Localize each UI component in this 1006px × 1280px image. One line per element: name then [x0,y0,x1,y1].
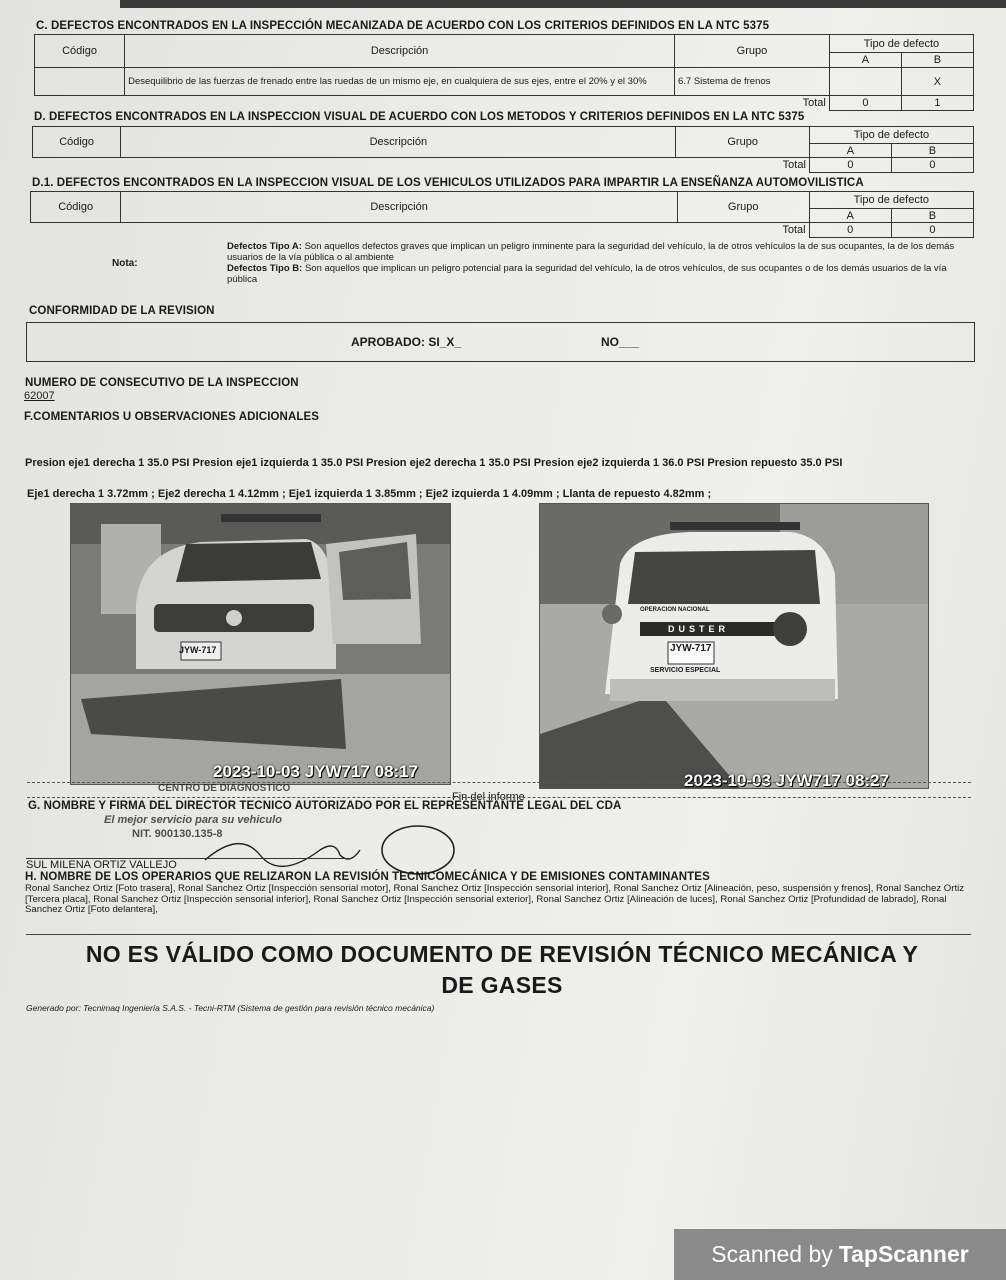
scanner-prefix: Scanned by [711,1241,833,1267]
header-grupo: Grupo [676,127,809,158]
header-tipo-defecto: Tipo de defecto [829,35,973,53]
comentarios-title: F.COMENTARIOS U OBSERVACIONES ADICIONALES [24,411,320,423]
section-g-title: G. NOMBRE Y FIRMA DEL DIRECTOR TECNICO AUTORIZADO POR EL REPRESENTANTE LEGAL DEL CDA [28,800,622,812]
aprobado-no: NO___ [601,335,640,349]
rear-brand: DUSTER [668,624,730,634]
header-descripcion: Descripción [121,127,676,158]
total-label: Total [35,96,830,111]
nota-label: Nota: [112,258,138,269]
front-plate: JYW-717 [179,645,217,655]
rear-vehicle-photo [539,503,929,789]
tipo-b-label: Defectos Tipo B: [227,263,303,274]
header-descripcion: Descripción [125,35,675,68]
scan-edge-shadow [120,0,1006,8]
row-codigo [35,68,125,96]
section-d1-title: D.1. DEFECTOS ENCONTRADOS EN LA INSPECCION VISUAL DE LOS VEHICULOS UTILIZADOS PARA IMPARTIR LA ENSEÑANZA AUTOMOVILISTICA [32,177,864,189]
section-d1-table [30,191,974,238]
header-b: B [891,144,973,158]
aprobado-si: APROBADO: SI_X_ [351,335,462,349]
rear-label-operacion: OPERACION NACIONAL [640,607,710,613]
header-descripcion: Descripción [121,192,677,223]
consecutivo-title: NUMERO DE CONSECUTIVO DE LA INSPECCION [25,377,299,389]
director-name: SUL MILENA ORTIZ VALLEJO [26,859,177,871]
warning-line2: DE GASES [441,972,563,998]
total-b: 0 [891,158,973,173]
rear-photo-illustration [540,504,928,788]
section-h-text: Ronal Sanchez Ortiz [Foto trasera], Ronal Sanchez Ortiz [Inspección sensorial motor], Ronal Sanchez Ortiz [Inspección sensorial interior], Ronal Sanchez Ortiz [Alineación, peso, suspensión y frenos], Ronal Sanchez Ortiz [Tercera placa], Ronal Sanchez Ortiz [Inspección sensorial inferior], Ronal Sanchez Ortiz [Inspección sensorial exterior], Ronal Sanchez Ortiz [Alineación de luces], Ronal Sanchez Ortiz [Profundidad de labrado], Ronal Sanchez Ortiz [Foto delantera], [25,883,965,915]
header-tipo-defecto: Tipo de defecto [809,192,973,209]
fin-del-informe: Fin del informe [452,791,525,803]
header-tipo-defecto: Tipo de defecto [809,127,973,144]
nota-tipo-b [227,263,957,285]
conformidad-box [26,322,975,362]
stamp-line3: NIT. 900130.135-8 [132,828,223,840]
row-b: X [901,68,973,96]
header-codigo: Código [35,35,125,68]
row-descripcion: Desequilibrio de las fuerzas de frenado entre las ruedas de un mismo eje, en cualquiera de sus ejes, entre el 20% y el 30% [125,68,675,96]
section-c-title: C. DEFECTOS ENCONTRADOS EN LA INSPECCIÓN MECANIZADA DE ACUERDO CON LOS CRITERIOS DEFINIDOS EN LA NTC 5375 [36,20,770,32]
conformidad-title: CONFORMIDAD DE LA REVISION [29,305,215,317]
header-a: A [809,144,891,158]
rear-plate: JYW-717 [670,643,712,654]
nota-tipo-a [227,241,957,263]
header-b: B [901,53,973,68]
stamp-line2: El mejor servicio para su vehiculo [104,814,282,826]
rear-photo-timestamp: 2023-10-03 JYW717 08:27 [684,771,890,789]
tipo-a-text: Son aquellos defectos graves que implican un peligro inminente para la seguridad del vehículo, la de otros vehículos la de sus ocupantes, la de los demás usuarios de la vía pública o al ambiente [227,241,955,263]
scanner-brand: TapScanner [838,1241,969,1267]
section-h-divider [26,934,971,935]
total-b: 1 [901,96,973,111]
comentarios-line1: Presion eje1 derecha 1 35.0 PSI Presion eje1 izquierda 1 35.0 PSI Presion eje2 derecha 1 35.0 PSI Presion eje2 izquierda 1 36.0 PSI Presion repuesto 35.0 PSI [25,457,843,469]
front-photo-timestamp: 2023-10-03 JYW717 08:17 [213,762,419,781]
header-b: B [891,209,973,223]
nota-block [227,241,957,285]
header-grupo: Grupo [675,35,830,68]
total-label: Total [31,223,810,238]
tipo-a-label: Defectos Tipo A: [227,241,302,252]
section-d-title: D. DEFECTOS ENCONTRADOS EN LA INSPECCION VISUAL DE ACUERDO CON LOS METODOS Y CRITERIOS DEFINIDOS EN LA NTC 5375 [34,111,805,123]
row-grupo: 6.7 Sistema de frenos [675,68,830,96]
section-c-table [34,34,974,111]
header-codigo: Código [31,192,121,223]
stamp-line1: CENTRO DE DIAGNOSTICO [158,783,291,794]
total-a: 0 [809,158,891,173]
total-a: 0 [809,223,891,238]
front-photo-illustration [71,504,450,784]
front-vehicle-photo [70,503,451,785]
header-a: A [829,53,901,68]
total-b: 0 [891,223,973,238]
consecutivo-value: 62007 [24,390,55,402]
total-label: Total [33,158,810,173]
invalid-document-warning [24,939,980,1001]
comentarios-line2: Eje1 derecha 1 3.72mm ; Eje2 derecha 1 4.12mm ; Eje1 izquierda 1 3.85mm ; Eje2 izquierda 1 4.09mm ; Llanta de repuesto 4.82mm ; [27,488,712,500]
total-a: 0 [829,96,901,111]
header-codigo: Código [33,127,121,158]
header-grupo: Grupo [677,192,809,223]
table-row [35,68,974,96]
rear-label-servicio: SERVICIO ESPECIAL [650,667,721,674]
scanner-watermark [674,1229,1006,1280]
tipo-b-text: Son aquellos que implican un peligro potencial para la seguridad del vehículo, la de otros vehículos, de sus ocupantes o de los demás usuarios de la vía pública [227,263,947,285]
section-d-table [32,126,974,173]
header-a: A [809,209,891,223]
row-a [829,68,901,96]
section-h-title: H. NOMBRE DE LOS OPERARIOS QUE RELIZARON LA REVISIÓN TECNICOMECÁNICA Y DE EMISIONES CONTAMINANTES [25,871,710,883]
warning-line1: NO ES VÁLIDO COMO DOCUMENTO DE REVISIÓN TÉCNICO MECÁNICA Y [85,941,919,967]
generated-by: Generado por: Tecnimaq Ingeniería S.A.S. - Tecni-RTM (Sistema de gestión para revisión técnico mecánica) [26,1003,435,1013]
